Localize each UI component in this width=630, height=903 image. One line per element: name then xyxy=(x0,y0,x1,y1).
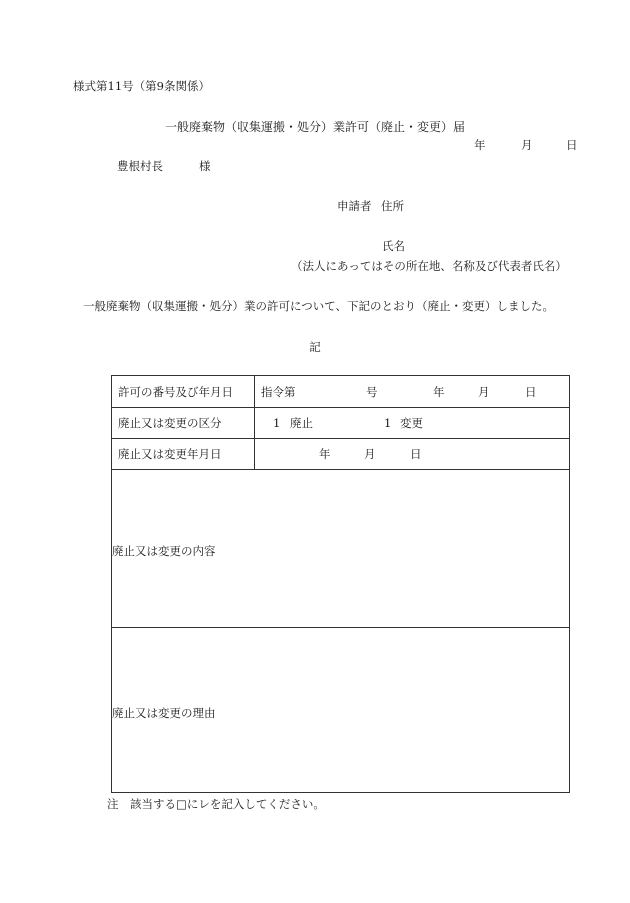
change-reason-label: 廃止又は変更の理由 xyxy=(112,705,216,720)
form-label: 様式第11号（第9条関係） xyxy=(73,79,210,93)
option-abolish-number: 1 xyxy=(273,416,281,430)
row-category xyxy=(112,408,570,439)
permit-number-label: 許可の番号及び年月日 xyxy=(112,376,255,408)
date-year: 年 xyxy=(474,138,486,152)
change-day: 日 xyxy=(410,447,422,461)
option-abolish: 廃止 xyxy=(290,416,313,430)
applicant-label: 申請者 xyxy=(337,199,372,213)
permit-number-field[interactable] xyxy=(255,376,570,408)
row-permit-number xyxy=(112,376,570,408)
change-month: 月 xyxy=(364,447,376,461)
permit-number-unit: 号 xyxy=(366,384,378,399)
permit-year: 年 xyxy=(433,384,445,399)
change-content-field[interactable] xyxy=(112,470,570,628)
change-reason-field[interactable] xyxy=(112,628,570,793)
permit-prefix: 指令第 xyxy=(261,384,296,399)
row-change-reason xyxy=(112,628,570,793)
recipient: 豊根村長 xyxy=(117,159,163,173)
row-change-date xyxy=(112,439,570,470)
row-change-content xyxy=(112,470,570,628)
footnote: 注 該当する□にレを記入してください。 xyxy=(107,797,325,811)
permit-month: 月 xyxy=(478,384,490,399)
change-date-field[interactable] xyxy=(255,439,570,470)
name-note: （法人にあってはその所在地、名称及び代表者氏名） xyxy=(291,259,567,273)
name-label: 氏名 xyxy=(382,239,405,253)
date-day: 日 xyxy=(566,138,578,152)
recipient-honorific: 様 xyxy=(199,159,211,173)
address-label: 住所 xyxy=(381,199,404,213)
option-change: 変更 xyxy=(400,416,423,430)
category-field[interactable] xyxy=(255,408,570,439)
change-date-label: 廃止又は変更年月日 xyxy=(112,439,255,470)
change-content-label: 廃止又は変更の内容 xyxy=(112,544,216,558)
document-title: 一般廃棄物（収集運搬・処分）業許可（廃止・変更）届 xyxy=(164,120,465,134)
form-table xyxy=(111,375,570,793)
ki-heading: 記 xyxy=(309,340,321,354)
permit-day: 日 xyxy=(525,384,537,399)
statement: 一般廃棄物（収集運搬・処分）業の許可について、下記のとおり（廃止・変更）しました。 xyxy=(83,299,555,313)
date-month: 月 xyxy=(521,138,533,152)
option-change-number: 1 xyxy=(384,416,392,430)
change-year: 年 xyxy=(319,447,331,461)
category-label: 廃止又は変更の区分 xyxy=(112,408,255,439)
